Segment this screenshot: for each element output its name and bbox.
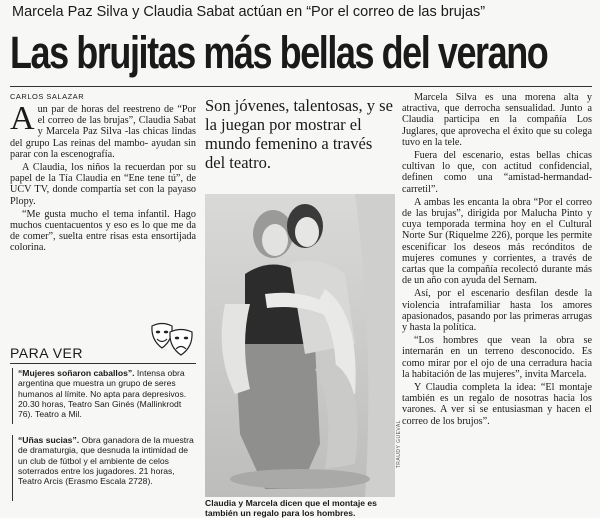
paragraph: “Los hombres que vean la obra se internarán en un terreno desconocido. Es como mirar por el ojo de una cerradura hacia la habitación de las mujeres”, invita Marcela.: [402, 335, 592, 380]
paragraph: Marcela Silva es una morena alta y atractiva, que derrocha sensualidad. Junto a Claudia participa en la compañía Los Juglares, que aprovecha el éxito que su colega tuvo en la tele.: [402, 92, 592, 148]
article-column-3: [402, 92, 592, 429]
paragraph: Aun par de horas del reestreno de “Por el correo de las brujas”, Claudia Sabat y Marcela Paz Silva -las chicas lindas del grupo Las reinas del mambo- ayudan sin parar con la escenografía.: [10, 100, 196, 160]
kicker: Marcela Paz Silva y Claudia Sabat actúan en “Por el correo de las brujas”: [12, 4, 486, 20]
dropcap: A: [10, 100, 35, 137]
paragraph: A Claudia, los niños la recuerdan por su papel de la Tía Claudia en “Ene tene tú”, de UCV TV, donde compartía set con la payaso Plopy.: [10, 162, 196, 207]
paragraph: “Me gusta mucho el tema infantil. Hago muchos cuentacuentos y eso es lo que me da de comer”, suelta entre risas esta ensortijada colorina.: [10, 208, 196, 254]
theater-masks-icon: [148, 320, 196, 360]
headline: Las brujitas más bellas del verano: [10, 27, 548, 78]
para-ver-header: [10, 340, 196, 364]
paragraph: Así, por el escenario desfilan desde la violencia intrafamiliar hasta los amores apasionados, pasando por las primeras arrugas y hasta la política.: [402, 288, 592, 334]
photo-credit: TRAUDY GUEVAL: [396, 420, 402, 469]
para-ver-rule: [10, 363, 196, 364]
listing-text: Obra ganadora de la muestra de dramaturgia, que desnuda la intimidad de un club de fútbol y el ambiente de celos soterrados entre los jugadores. 21 horas, Teatro Arcis (Erasmo Escala 2728).: [18, 435, 194, 487]
article-column-1: [10, 100, 196, 256]
paragraph: Y Claudia completa la idea: “El montaje también es un regalo de nosotras hacia los varones. A ver si se entusiasman y hacen el correo de los brujos”.: [402, 382, 592, 427]
photo-caption: Claudia y Marcela dicen que el montaje es también un regalo para los hombres.: [205, 498, 377, 518]
listing-title: “Mujeres soñaron caballos”: [18, 368, 133, 378]
photo-image: [205, 194, 395, 497]
listing-text: Intensa obra argentina que muestra un grupo de seres humanos al límite. No apta para depresivos. 20.30 horas, Teatro San Ginés (Mallinkrodt 76). Teatro a Mil.: [18, 368, 187, 420]
photo: [205, 194, 395, 497]
listing-title: “Uñas sucias”: [18, 435, 77, 445]
listing-item: “Mujeres soñaron caballos”. Intensa obra argentina que muestra un grupo de seres humanos al límite. No apta para depresivos. 20.30 horas, Teatro San Ginés (Mallinkrodt 76). Teatro a Mil.: [18, 368, 187, 420]
para-ver-title: PARA VER: [10, 345, 83, 361]
paragraph: Fuera del escenario, estas bellas chicas cultivan lo que, con actitud confidencial, definen como una “amistad-hermandad-carretil”.: [402, 150, 592, 195]
pull-quote: Son jóvenes, talentosas, y se la juegan por mostrar el mundo femenino a través del teatro.: [205, 96, 393, 172]
headline-rule: [10, 86, 592, 87]
byline: CARLOS SALAZAR: [10, 92, 85, 101]
paragraph: A ambas les encanta la obra “Por el correo de las brujas”, dirigida por Malucha Pinto y cuya temporada termina hoy en el Cultural Norte Sur (Riquelme 226), porque les permite escenificar los deseos más recónditos de mujeres comunes y corrientes, a través de cartas que la compañía recolectó durante más de un año con ayuda del Sernam.: [402, 196, 592, 287]
listing-item: “Uñas sucias”. Obra ganadora de la muestra de dramaturgia, que desnuda la intimidad de un club de fútbol y el ambiente de celos soterrados entre los jugadores. 21 horas, Teatro Arcis (Erasmo Escala 2728).: [18, 435, 194, 487]
